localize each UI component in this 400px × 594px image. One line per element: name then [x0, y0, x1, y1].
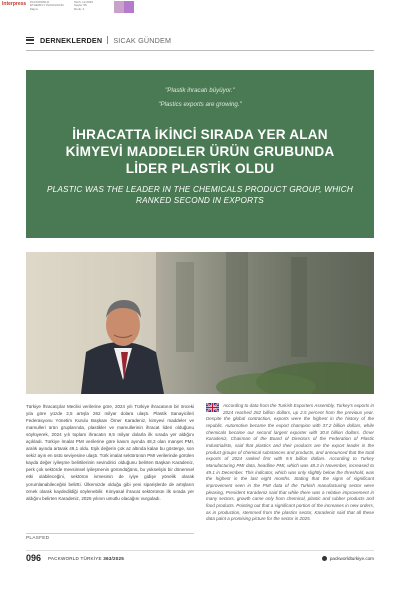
issue-number: 363/2025: [103, 556, 125, 561]
section-title: DERNEKLERDEN: [40, 35, 103, 45]
publication-name: PACKWORLD TÜRKİYE: [48, 556, 102, 561]
print-meta-left: [30, 1, 70, 11]
publication-line: [48, 556, 124, 561]
body-rule: [26, 533, 194, 534]
printer-brand: Interpress: [2, 1, 27, 7]
globe-icon: [322, 556, 327, 561]
section-header: [26, 33, 374, 47]
body-text-turkish: Türkiye İhracatçılar Meclisi verilerine göre, 2024 yılı Türkiye ihracatının bir önceki yıla göre yüzde 2,5 artışla 262 milyar dolara ulaştı. Plastik Sanayicileri Federasyonu Yönetim Kurulu Başkanı Ömer Karadeniz, kimyevi maddeler ve mamulleri ürün gruplarında, plastikler ve mamullerinin ihracat lideri olduğunu söylüyerek, 2024 yılı toplam ihracatın 9,5 milyar dolarla ilk sırada yer aldığını açıkladı. Türkiye İmalat PMI verilerine göre kasım ayında 48,3 olan manşet PMI, aralık ayında artarak 49,1 oldu. Eşik değerin çok az altında kalan bu gösterge, son sekiz ayın en üstü seviyesine ulaştı. Türk imalat sektörünün PMI verilerinde görülen kayda değer iyileşme belirtilerinin sevindirici olduğunu belirten Başkan Karadeniz, perk çok sektörde mevsimsel iyileşmenin göründüğünü, bu yükselişin bir dönemsel etki olabileceğini, sektörün ivmesinin de iyiye gidişe yönelik olarak yorumlanabileceğini belirtti. Ülkemizde olduğu gibi yeni siparişlerde de artışların örnek olarak kaydedildiği söylenebilir. Kimyasal ihracat sektörünün ilk sırada yer aldığını belirten Karadeniz, 2025 yılının umutlu olacağını vurguladı.: [26, 404, 194, 501]
portrait-photo: [26, 252, 374, 394]
header-rule: [26, 50, 374, 51]
body-text-english: According to data from the Turkish Exporters Assembly, Turkey's exports in 2024 reached 262 billion dollars, up 2.5 percent from the previous year. Despite the global contraction, exports were the highest in the history of the republic. Automotive became the export champion with 37.2 billion dollars, while chemicals became our second largest exporter with 30.8 billion dollars. Ömer Karadeniz, Chairman of the Board of Directors of the Federation of Plastic Industrialists, said that plastics and their products are the export leader in the product groups of chemical substances and products, and announced that the total exports of 2024 ranked first with 9.5 billion dollars. According to Turkey Manufacturing PMI data, headline PMI, which was 48.3 in November, increased to 49.1 in December. This indicator, which was only slightly below the threshold, was the highest in the last eight months. Stating that the signs of significant improvement seen in the PMI data of the Turkish manufacturing sector were pleasing, President Karadeniz said that while there was a relative improvement in many sectors, growth came only from chemical, plastic and rubber products and food products. Pointing out that a significant portion of the increases in new orders, as in production, stemmed from the plastics sector, Karadeniz said that all these data paint a promising picture for the sector in 2025.: [206, 403, 374, 522]
portrait-illustration: [26, 252, 374, 394]
color-swatch: [114, 1, 124, 13]
footer-rule: [26, 550, 374, 551]
body-english-column: [206, 403, 374, 543]
print-meta-line: Renk: 4: [74, 6, 85, 11]
page-number: 096: [26, 553, 42, 563]
print-meta-line: Mayıs: [30, 6, 39, 11]
website-url[interactable]: packworldturkiye.com: [329, 556, 374, 561]
title-panel: [26, 70, 374, 238]
kicker-turkish: "Plastik ihracatı büyüyor.": [165, 87, 235, 94]
print-meta-line: Tarih: 12.2025: [74, 0, 94, 4]
print-meta-line: ETHERFLY PACKAGING: [30, 3, 64, 8]
uk-flag-icon: [206, 403, 219, 412]
print-strip: [0, 0, 400, 18]
print-meta-right: [74, 1, 110, 11]
menu-icon: [26, 37, 34, 44]
color-swatch: [124, 1, 134, 13]
print-meta-line: PACKWORLD: [30, 0, 50, 4]
print-meta-line: Sayfa: 96: [74, 3, 87, 8]
page-footer: [26, 552, 374, 566]
website[interactable]: [322, 556, 374, 561]
section-subtitle: SICAK GÜNDEM: [113, 35, 172, 45]
source-tag: PLASFED: [26, 536, 50, 541]
headline-english: PLASTIC WAS THE LEADER IN THE CHEMICALS PRODUCT GROUP, WHICH RANKED SECOND IN EXPORTS: [46, 185, 354, 205]
section-divider: [107, 36, 108, 44]
kicker-english: "Plastics exports are growing.": [158, 101, 242, 108]
headline-turkish: İHRACATTA İKİNCİ SIRADA YER ALAN KİMYEVİ MADDELER ÜRÜN GRUBUNDA LİDER PLASTİK OLDU: [65, 127, 335, 176]
